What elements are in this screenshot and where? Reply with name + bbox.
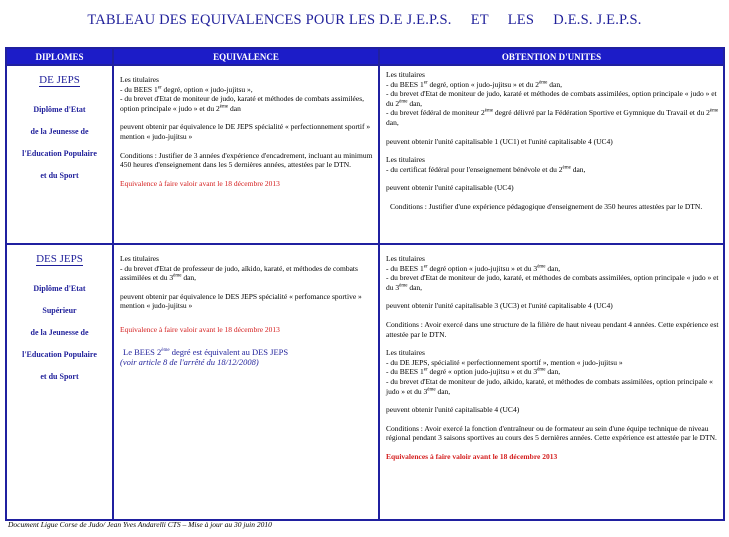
header-equivalence: EQUIVALENCE [113, 48, 379, 65]
desjeps-eq-bees2: Le BEES 2ème degré est équivalent au DES JEPS [123, 346, 289, 357]
dejeps-eq-deadline: Equivalence à faire valoir avant le 18 décembre 2013 [120, 178, 280, 188]
dejeps-ob-peuvent-2: peuvent obtenir l'unité capitalisable (UC4) [386, 183, 514, 193]
desjeps-line-5: et du Sport [40, 372, 79, 381]
row-dejeps [6, 65, 724, 244]
dejeps-ob-titulaires: Les titulaires [386, 70, 425, 79]
desjeps-ob-titulaires-2: Les titulaires [386, 348, 425, 358]
dejeps-ob-item-4: - du certificat fédéral pour l'enseignement bénévole et du 2ème dan, [386, 164, 586, 174]
dejeps-eq-titulaires: Les titulaires [120, 75, 159, 84]
desjeps-ob-item-2: - du brevet d'Etat de moniteur de judo, karaté, et méthodes de combats assimilées, option principale « judo » et du 3ème dan, [386, 273, 719, 292]
desjeps-ob-deadline: Equivalences à faire valoir avant le 18 décembre 2013 [386, 451, 558, 461]
desjeps-eq-titulaires: Les titulaires [120, 254, 159, 263]
desjeps-obtention-cell [379, 244, 724, 520]
desjeps-line-3: de la Jeunesse de [30, 328, 89, 337]
page-title: TABLEAU DES EQUIVALENCES POUR LES D.E J.E.P.S. ET LES D.E.S. J.E.P.S. [87, 12, 642, 28]
desjeps-ob-item-5: - du brevet d'Etat de moniteur de judo, aïkido, karaté, et méthodes de combats assimilées, option principale « judo » et du 3ème dan, [386, 376, 713, 396]
dejeps-line-2: de la Jeunesse de [30, 127, 89, 136]
dejeps-ob-item-2: - du brevet d'Etat de moniteur de judo, karaté et méthodes de combats assimilées, option principale « judo » et du 2ème dan, [386, 89, 717, 108]
dejeps-eq-peuvent: peuvent obtenir par équivalence le DE JEPS spécialité « perfectionnement sportif » mention « judo-jujitsu » [120, 122, 371, 141]
header-row [6, 48, 724, 65]
footer-note: Document Ligue Corse de Judo/ Jean Yves Andarelli CTS – Mise à jour au 30 juin 2010 [8, 520, 272, 529]
equivalence-table [5, 47, 725, 521]
desjeps-diploma-cell [6, 244, 113, 520]
desjeps-ob-titulaires: Les titulaires [386, 254, 425, 263]
dejeps-line-1: Diplôme d'Etat [33, 105, 86, 114]
dejeps-name: DE JEPS [39, 74, 80, 86]
header-diplomes: DIPLOMES [6, 48, 113, 65]
desjeps-ob-conditions-2: Conditions : Avoir exercé la fonction d'entraîneur ou de formateur au sein d'une équipe technique de niveau régional pendant 3 saisons sportives au cours des 5 dernières années. Cette expérience est attestée par le DTN. [386, 423, 717, 443]
dejeps-ob-item-3: - du brevet fédéral de moniteur 2ème degré délivré par la Fédération Sportive et Gymnique du Travail et du 2ème dan, [386, 108, 719, 127]
desjeps-equivalence-cell [113, 244, 379, 520]
dejeps-eq-conditions: Conditions : Justifier de 3 années d'expérience d'encadrement, incluant au minimum 450 heures d'enseignement dans les 5 dernières années, attestées par le DTN. [120, 150, 373, 170]
desjeps-line-1: Diplôme d'Etat [33, 284, 86, 293]
dejeps-diploma-cell [6, 65, 113, 244]
dejeps-ob-conditions: Conditions : Justifier d'une expérience pédagogique d'enseignement de 350 heures attestées par le DTN. [390, 201, 703, 211]
row-desjeps [6, 244, 724, 520]
dejeps-ob-item-1: - du BEES 1er degré, option « judo-jujitsu » et du 2ème dan, [386, 79, 562, 89]
dejeps-ob-titulaires-2: Les titulaires [386, 155, 425, 165]
dejeps-line-4: et du Sport [40, 171, 79, 180]
desjeps-ob-conditions-1: Conditions : Avoir exercé dans une structure de la filière de haut niveau pendant 4 années. Cette expérience est attestée par le DTN. [386, 319, 719, 339]
desjeps-ob-peuvent-1: peuvent obtenir l'unité capitalisable 3 (UC3) et l'unité capitalisable 4 (UC4) [386, 301, 613, 311]
desjeps-line-2: Supérieur [42, 306, 77, 315]
desjeps-name: DES JEPS [36, 253, 83, 265]
desjeps-ob-item-1: - du BEES 1er degré option « judo-jujitsu » et du 3ème dan, [386, 263, 561, 273]
desjeps-eq-peuvent: peuvent obtenir par équivalence le DES JEPS spécialité « perfomance sportive » mention « judo-jujitsu » [120, 291, 362, 311]
dejeps-equivalence-cell [113, 65, 379, 244]
desjeps-line-4: l'Education Populaire [22, 350, 97, 359]
desjeps-eq-article: (voir article 8 de l'arrêté du 18/12/2008) [120, 356, 259, 367]
desjeps-ob-item-4: - du BEES 1er degré « option judo-jujitsu » et du 3ème dan, [386, 367, 561, 377]
desjeps-eq-deadline: Equivalence à faire valoir avant le 18 décembre 2013 [120, 324, 280, 334]
dejeps-eq-item-2: - du brevet d'Etat de moniteur de judo, karaté et méthodes de combats assimilées, option principale « judo » et du 2ème dan [120, 94, 364, 113]
desjeps-ob-peuvent-2: peuvent obtenir l'unité capitalisable 4 (UC4) [386, 405, 520, 415]
header-obtention: OBTENTION D'UNITES [379, 48, 724, 65]
desjeps-eq-item-1: - du brevet d'Etat de professeur de judo, aïkido, karaté, et méthodes de combats assimilées et du 3ème dan, [120, 263, 358, 283]
desjeps-ob-item-3: - du DE JEPS, spécialité « perfectionnement sportif », mention « judo-jujitsu » [386, 357, 623, 367]
dejeps-line-3: l'Education Populaire [22, 149, 97, 158]
dejeps-eq-item-1: - du BEES 1er degré, option « judo-jujitsu », [120, 84, 253, 94]
dejeps-obtention-cell [379, 65, 724, 244]
dejeps-ob-peuvent-1: peuvent obtenir l'unité capitalisable 1 (UC1) et l'unité capitalisable 4 (UC4) [386, 136, 613, 146]
